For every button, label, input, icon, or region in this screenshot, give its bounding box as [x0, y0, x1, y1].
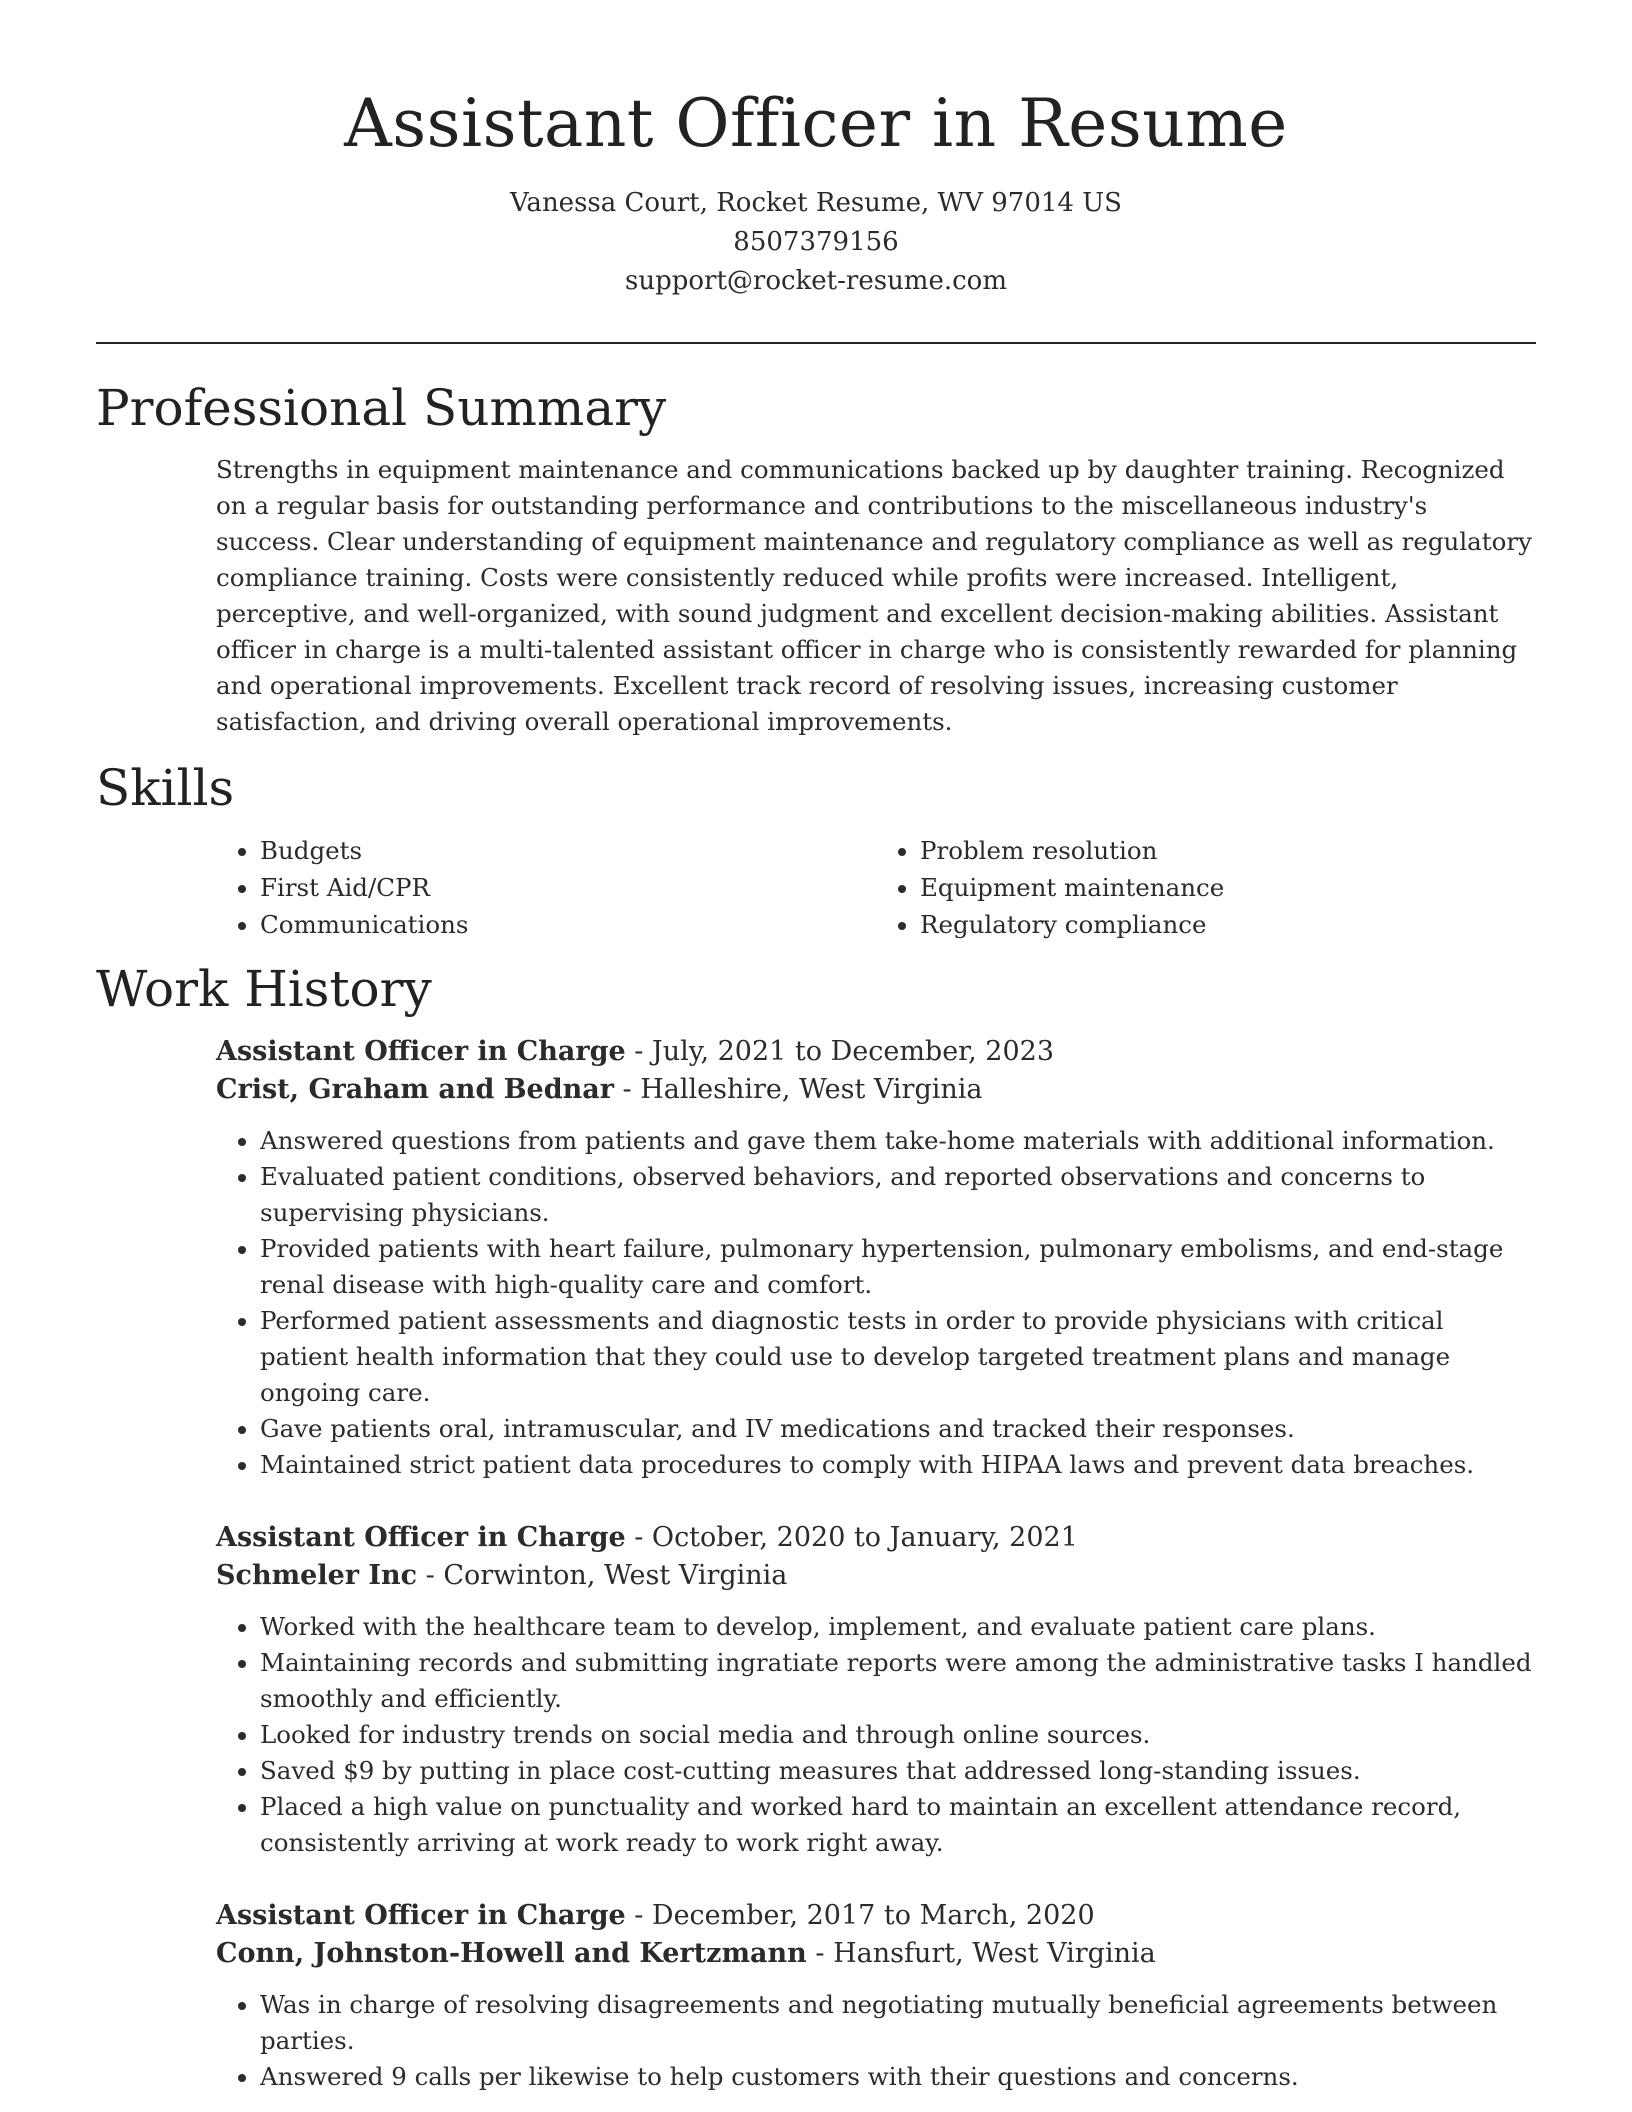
job-dates: - December, 2017 to March, 2020: [625, 1900, 1095, 1931]
summary-heading: Professional Summary: [96, 379, 667, 437]
job-dates: - October, 2020 to January, 2021: [625, 1522, 1078, 1553]
summary-text: Strengths in equipment maintenance and communications backed up by daughter training. Recognized on a regular basis for outstanding performance and contributions to the miscellaneous industry's success. Clear understanding of equipment maintenance and regulatory compliance as well as regulatory compliance training. Costs were consistently reduced while profits were increased. Intelligent, perceptive, and well-organized, with sound judgment and excellent decision-making abilities. Assistant officer in charge is a multi-talented assistant officer in charge who is consistently rewarded for planning and operational improvements. Excellent track record of resolving issues, increasing customer satisfaction, and driving overall operational improvements.: [216, 455, 1532, 736]
job-bullet: • Placed a high value on punctuality and worked hard to maintain an excellent attendance record, consistently arriving at work ready to work right away.: [260, 1789, 1536, 1861]
job-bullet: • Provided patients with heart failure, pulmonary hypertension, pulmonary embolisms, and end-stage renal disease with high-quality care and comfort.: [260, 1231, 1536, 1303]
job-bullet: • Worked with the healthcare team to develop, implement, and evaluate patient care plans.: [260, 1609, 1536, 1645]
job-location: - Corwinton, West Virginia: [417, 1560, 788, 1591]
job-title-line: [216, 1519, 1536, 1557]
job-bullet: • Maintaining records and submitting ingratiate reports were among the administrative tasks I handled smoothly and efficiently.: [260, 1645, 1536, 1717]
job-bullets: [216, 1609, 1536, 1861]
job-bullet: • Was in charge of resolving disagreements and negotiating mutually beneficial agreements between parties.: [260, 1987, 1536, 2059]
resume-body: [96, 378, 1536, 2095]
job-entry: [216, 1897, 1536, 2095]
job-company: Conn, Johnston-Howell and Kertzmann: [216, 1938, 807, 1969]
job-bullet: • Looked for industry trends on social media and through online sources.: [260, 1717, 1536, 1753]
skill-item: • First Aid/CPR: [260, 869, 876, 906]
job-bullet: • Answered 9 calls per likewise to help customers with their questions and concerns.: [260, 2059, 1536, 2095]
skill-item: • Regulatory compliance: [920, 906, 1536, 943]
job-bullet: • Maintained strict patient data procedures to comply with HIPAA laws and prevent data breaches.: [260, 1447, 1536, 1483]
job-location: - Halleshire, West Virginia: [613, 1074, 983, 1105]
job-role: Assistant Officer in Charge: [216, 1036, 626, 1067]
job-company-line: [216, 1071, 1536, 1109]
work-history-heading: Work History: [96, 960, 432, 1018]
job-company: Crist, Graham and Bednar: [216, 1074, 614, 1105]
job-bullet: • Performed patient assessments and diagnostic tests in order to provide physicians with critical patient health information that they could use to develop targeted treatment plans and manage ongoing care.: [260, 1303, 1536, 1411]
job-title-line: [216, 1897, 1536, 1935]
job-bullets: [216, 1987, 1536, 2095]
address-text: Vanessa Court, Rocket Resume, WV 97014 US: [510, 187, 1122, 218]
job-company-line: [216, 1935, 1536, 1973]
resume-title: Assistant Officer in Resume: [344, 85, 1288, 162]
job-bullet: • Gave patients oral, intramuscular, and IV medications and tracked their responses.: [260, 1411, 1536, 1447]
job-bullet: • Answered questions from patients and gave them take-home materials with additional information.: [260, 1123, 1536, 1159]
resume-header: [0, 0, 1632, 301]
job-bullet: • Evaluated patient conditions, observed behaviors, and reported observations and concerns to supervising physicians.: [260, 1159, 1536, 1231]
skills-list: [216, 832, 1536, 943]
job-location: - Hansfurt, West Virginia: [806, 1938, 1156, 1969]
job-dates: - July, 2021 to December, 2023: [625, 1036, 1055, 1067]
skills-column-left: [216, 832, 876, 943]
contact-block: [0, 184, 1632, 301]
job-bullets: [216, 1123, 1536, 1483]
job-title-line: [216, 1033, 1536, 1071]
email-link[interactable]: support@rocket-resume.com: [624, 265, 1007, 296]
job-entry: [216, 1519, 1536, 1861]
job-bullet: • Saved $9 by putting in place cost-cutting measures that addressed long-standing issues.: [260, 1753, 1536, 1789]
skill-item: • Equipment maintenance: [920, 869, 1536, 906]
job-role: Assistant Officer in Charge: [216, 1522, 626, 1553]
job-company-line: [216, 1557, 1536, 1595]
header-divider: [96, 342, 1536, 344]
job-role: Assistant Officer in Charge: [216, 1900, 626, 1931]
skill-item: • Problem resolution: [920, 832, 1536, 869]
skills-column-right: [876, 832, 1536, 943]
skill-item: • Budgets: [260, 832, 876, 869]
job-entry: [216, 1033, 1536, 1483]
skill-item: • Communications: [260, 906, 876, 943]
phone-text: 8507379156: [733, 226, 899, 257]
job-company: Schmeler Inc: [216, 1560, 418, 1591]
skills-heading: Skills: [96, 759, 235, 817]
